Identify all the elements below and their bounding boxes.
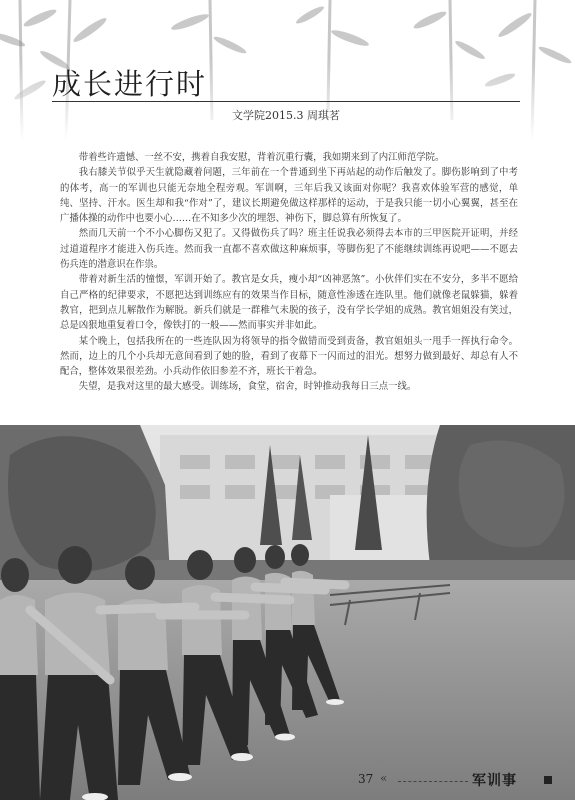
article-paragraph: 失望，是我对这里的最大感受。训练场，食堂，宿舍，时钟推动我每日三点一线。 [78, 381, 417, 393]
article-paragraph: 我右膝关节似乎天生就隐藏着问题，三年前在一个普通到坐下再站起的动作后触发了。脚伤影响到了中考的体考，高一的军训也只能无奈地全程旁观。军训啊，三年后我又该面对你呢？我喜欢体验军营的感觉，单纯、坚持、汗水。医生却和我“作对”了，建议长期避免做这样那样的运动，于是我只能一切小心翼翼，甚至在广播体操的动作中也要小心……在不知多少次的埋怨、神伤下，脚总算有所恢复了。 [60, 167, 518, 225]
page-number: 37 [358, 772, 374, 786]
training-photo-illustration [0, 425, 575, 800]
article-paragraph: 某个晚上，包括我所在的一些连队因为将领导的指令做错而受到责备，教官姐姐头一甩手一挥执行命令。然而，边上的几个小兵却无意间看到了她的脸，看到了夜幕下一闪而过的泪光。想努力做到最好、却总有人不配合，整体效果很差劲。小兵动作依旧参差不齐，班长干着急。 [60, 335, 518, 378]
double-chevron-icon: « [380, 771, 388, 785]
article-paragraph: 带着对新生活的憧憬，军训开始了。教官是女兵，瘦小却“凶神恶煞”。小伙伴们实在不安分，多半不愿给自己严格的纪律要求，不愿把达到训练应有的效果当作目标，随意性渗透在连队里。他们就像老鼠躲猫，躲着教官，把到点儿解散作为解脱。新兵们就是一群稚气未脱的孩子，没有学长学姐的成熟。教官姐姐没有笑过，总是凶狠地重复着口令，像铁打的一般——然而事实并非如此。 [60, 274, 518, 332]
footer-dashed-rule [398, 781, 468, 782]
title-divider [52, 101, 520, 102]
article-title: 成长进行时 [52, 67, 208, 101]
page-footer [348, 770, 570, 792]
article-paragraph: 然而几天前一个不小心脚伤又犯了。又得做伤兵了吗？班主任说我必须得去本市的三甲医院开证明，并经过道道程序才能进入伤兵连。然而我一直都不喜欢做这种麻烦事，等脚伤犯了不能继续训练再说吧——不愿去伤兵连的潜意识在作祟。 [60, 228, 518, 271]
article-paragraph: 带着些许遗憾、一丝不安，携着自我安慰，背着沉重行囊，我如期来到了内江师范学院。 [78, 152, 445, 163]
article-body [60, 150, 518, 395]
military-training-photo [0, 425, 575, 800]
article-byline: 文学院2015.3 周琪茗 [232, 109, 340, 122]
section-name: 军训事 [472, 773, 517, 789]
square-bullet-icon [544, 776, 552, 784]
